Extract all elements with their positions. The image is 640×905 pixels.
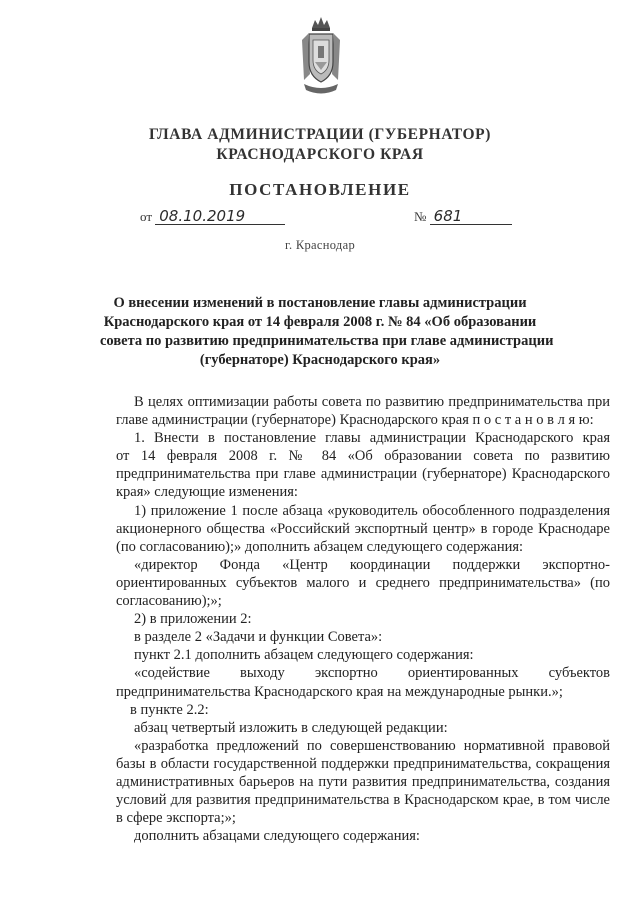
body-line-text: главе администрации (губернаторе) Краснодарского края <box>116 412 469 429</box>
body-line-text: пункт 2.1 дополнить абзацем следующего содержания: <box>134 647 474 664</box>
body-line-text: 1. Внести в постановление главы администрации Краснодарского края <box>134 430 610 447</box>
coat-of-arms-emblem <box>298 14 344 98</box>
city-label: г. Краснодар <box>285 238 355 252</box>
authority-title-line1: ГЛАВА АДМИНИСТРАЦИИ (ГУБЕРНАТОР) <box>149 126 491 143</box>
date-value: 08.10.2019 <box>155 209 285 225</box>
body-line <box>116 827 610 845</box>
document-body <box>116 393 610 845</box>
body-line-text: в разделе 2 «Задачи и функции Совета»: <box>134 629 383 646</box>
body-line <box>116 502 610 520</box>
body-line <box>116 737 610 755</box>
body-line <box>116 538 610 556</box>
body-line <box>116 683 610 701</box>
body-line-text: ориентированных субъектов малого и среднего предпринимательства» (по <box>116 574 610 591</box>
body-line <box>116 465 610 483</box>
body-line-text: края» следующие изменения: <box>116 484 298 501</box>
body-line <box>116 755 610 773</box>
body-line <box>116 447 610 465</box>
body-line <box>116 773 610 791</box>
subject-line: (губернаторе) Краснодарского края» <box>199 352 441 368</box>
date-prefix: от <box>140 209 153 224</box>
body-line-text: абзац четвертый изложить в следующей редакции: <box>134 719 448 736</box>
subject-line: О внесении изменений в постановление главы администрации <box>113 295 527 311</box>
body-line <box>116 429 610 447</box>
body-line-text: 1) приложение 1 после абзаца «руководитель обособленного подразделения <box>134 502 610 519</box>
body-line-text: в пункте 2.2: <box>130 701 209 718</box>
body-line <box>116 664 610 682</box>
date-field <box>140 209 285 225</box>
body-line <box>116 628 610 646</box>
body-line-text: В целях оптимизации работы совета по развитию предпринимательства при <box>134 394 610 410</box>
body-line-text: согласованию);»; <box>116 593 222 610</box>
body-line-text: «разработка предложений по совершенствованию нормативной правовой <box>134 737 610 754</box>
subject-line: совета по развитию предпринимательства при главе администрации <box>100 333 554 349</box>
body-line-text: условий для развития предпринимательства в Краснодарском крае, в том числе <box>116 792 610 809</box>
body-line-text: от 14 февраля 2008 г. № 84 «Об образовании совета по развитию <box>116 448 610 465</box>
body-line <box>116 411 610 429</box>
body-line-text: «содействие выходу экспортно ориентированных субъектов <box>134 665 610 682</box>
authority-title-line2: КРАСНОДАРСКОГО КРАЯ <box>216 146 424 163</box>
body-line-text: предпринимательства при главе администрации (губернаторе) Краснодарского <box>116 466 610 483</box>
body-line <box>116 483 610 501</box>
body-line-text: дополнить абзацами следующего содержания: <box>134 828 420 845</box>
body-line <box>116 393 610 411</box>
number-prefix: № <box>414 209 427 224</box>
document-type: ПОСТАНОВЛЕНИЕ <box>229 180 411 199</box>
body-line <box>116 592 610 610</box>
body-line-text: в сфере экспорта;»; <box>116 810 236 827</box>
body-line-spaced-text: п о с т а н о в л я ю: <box>468 412 594 429</box>
number-field <box>414 209 512 225</box>
body-line <box>116 556 610 574</box>
body-line <box>116 719 610 737</box>
body-line <box>116 610 610 628</box>
document-subject <box>100 294 554 370</box>
subject-line: Краснодарского края от 14 февраля 2008 г. № 84 «Об образовании <box>103 314 537 330</box>
body-line-text: (по согласованию);» дополнить абзацем следующего содержания: <box>116 538 524 555</box>
body-line <box>116 791 610 809</box>
body-line-text: 2) в приложении 2: <box>134 611 252 628</box>
body-line-text: предпринимательства Краснодарского края на международные рынки.»; <box>116 683 563 700</box>
number-value: 681 <box>430 209 512 225</box>
body-line <box>116 520 610 538</box>
body-line <box>116 701 610 719</box>
body-line <box>116 646 610 664</box>
body-line-text: акционерного общества «Российский экспортный центр» в городе Краснодаре <box>116 520 610 537</box>
body-line-text: административных барьеров на пути развития предпринимательства, создания <box>116 773 610 790</box>
body-line-text: базы в области государственной поддержки предпринимательства, сокращения <box>116 755 610 772</box>
body-line-text: «директор Фонда «Центр координации поддержки экспортно- <box>134 556 610 573</box>
body-line <box>116 809 610 827</box>
body-line <box>116 574 610 592</box>
